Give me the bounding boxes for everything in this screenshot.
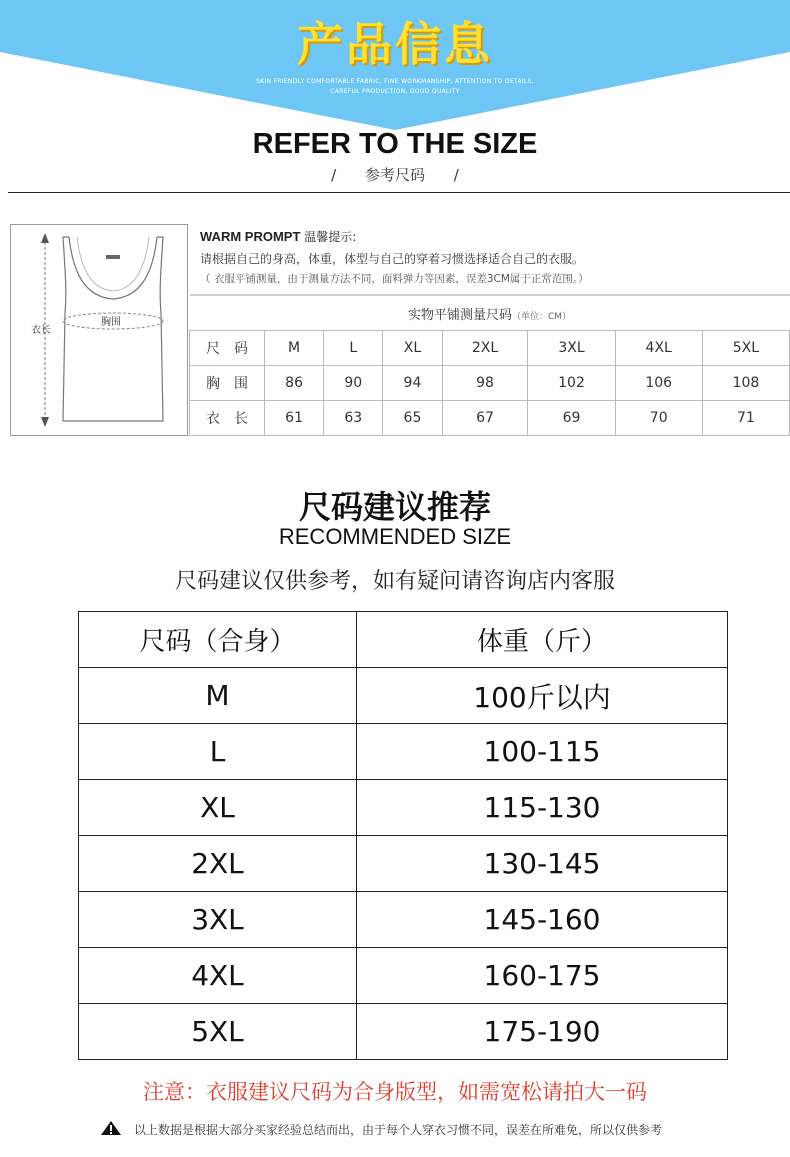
warm-prompt-heading <box>200 228 356 245</box>
warm-prompt-cn: 温馨提示: <box>304 230 357 244</box>
chest-label: 胸围 <box>101 317 121 328</box>
table-cell: 86 <box>265 366 324 401</box>
garment-diagram <box>10 224 188 436</box>
top-banner <box>0 0 790 130</box>
weight-cell: 100-115 <box>357 724 728 780</box>
recommend-title-en: RECOMMENDED SIZE <box>278 524 512 549</box>
row-label: 胸 围 <box>190 366 265 401</box>
size-cell: L <box>79 724 357 780</box>
table-header-row <box>79 612 728 668</box>
table-row <box>79 780 728 836</box>
recommend-note: 尺码建议仅供参考，如有疑问请咨询店内客服 <box>174 569 615 594</box>
fit-notice: 注意：衣服建议尺码为合身版型，如需宽松请拍大一码 <box>143 1080 647 1104</box>
recommend-table <box>78 611 728 1060</box>
size-measurement-table <box>189 296 790 436</box>
footnote-text: 以上数据是根据大部分买家经验总结而出，由于每个人穿衣习惯不同，误差在所难免，所以仅供参考 <box>134 1123 663 1137</box>
size-cell: M <box>79 668 357 724</box>
length-label: 衣长 <box>31 325 51 336</box>
table-row <box>79 724 728 780</box>
table-cell: 70 <box>615 401 702 436</box>
table-cell: XL <box>383 331 442 366</box>
banner-subtitle-line1: SKIN FRIENDLY COMFORTABLE FABRIC, FINE WORKMANSHIP, ATTENTION TO DETAILS, <box>256 78 534 85</box>
header-size: 尺码（合身） <box>79 612 357 668</box>
table-cell: 5XL <box>702 331 789 366</box>
recommend-title: 尺码建议推荐 <box>298 488 491 526</box>
warm-prompt-line2: （ 衣服平铺测量，由于测量方法不同，面料弹力等因素，误差3CM属于正常范围。） <box>200 273 589 285</box>
weight-cell: 115-130 <box>357 780 728 836</box>
table-cell: 102 <box>528 366 615 401</box>
weight-cell: 145-160 <box>357 892 728 948</box>
weight-cell: 175-190 <box>357 1004 728 1060</box>
slash-right: / <box>453 166 459 184</box>
row-label: 尺 码 <box>190 331 265 366</box>
table-row <box>79 1004 728 1060</box>
table-cell: 90 <box>324 366 383 401</box>
weight-cell: 100斤以内 <box>357 668 728 724</box>
warning-icon <box>100 1120 122 1139</box>
table-row <box>190 366 790 401</box>
table-row <box>79 668 728 724</box>
caption-unit: （单位：CM） <box>511 311 572 322</box>
table-cell: 63 <box>324 401 383 436</box>
footnote <box>100 1120 662 1139</box>
warm-prompt-en: WARM PROMPT <box>200 229 301 244</box>
refer-subtitle-text: 参考尺码 <box>364 166 425 184</box>
table-row <box>79 836 728 892</box>
table-caption <box>190 296 790 331</box>
row-label: 衣 长 <box>190 401 265 436</box>
weight-cell: 160-175 <box>357 948 728 1004</box>
size-cell: 2XL <box>79 836 357 892</box>
table-cell: 3XL <box>528 331 615 366</box>
table-cell: 61 <box>265 401 324 436</box>
table-cell: 98 <box>442 366 528 401</box>
table-cell: 108 <box>702 366 789 401</box>
table-cell: 4XL <box>615 331 702 366</box>
table-cell: 106 <box>615 366 702 401</box>
table-cell: 69 <box>528 401 615 436</box>
table-cell: M <box>265 331 324 366</box>
refer-title: REFER TO THE SIZE <box>252 128 538 160</box>
table-caption-row <box>190 296 790 331</box>
banner-title: 产品信息 <box>297 17 493 71</box>
size-cell: 3XL <box>79 892 357 948</box>
table-cell: 2XL <box>442 331 528 366</box>
divider <box>8 192 790 193</box>
table-row <box>190 401 790 436</box>
weight-cell: 130-145 <box>357 836 728 892</box>
size-cell: 5XL <box>79 1004 357 1060</box>
warm-prompt-line1: 请根据自己的身高，体重，体型与自己的穿着习惯选择适合自己的衣服。 <box>200 252 585 266</box>
size-cell: 4XL <box>79 948 357 1004</box>
slash-left: / <box>331 166 337 184</box>
table-cell: 65 <box>383 401 442 436</box>
table-cell: 94 <box>383 366 442 401</box>
table-cell: 71 <box>702 401 789 436</box>
size-cell: XL <box>79 780 357 836</box>
refer-subtitle <box>0 164 790 185</box>
banner-subtitle-line2: CAREFUL PRODUCTION, GOOD QUALITY <box>330 88 460 95</box>
table-row <box>79 948 728 1004</box>
table-row <box>79 892 728 948</box>
header-weight: 体重（斤） <box>357 612 728 668</box>
caption-text: 实物平铺测量尺码 <box>407 307 512 323</box>
table-cell: L <box>324 331 383 366</box>
table-cell: 67 <box>442 401 528 436</box>
table-row <box>190 331 790 366</box>
